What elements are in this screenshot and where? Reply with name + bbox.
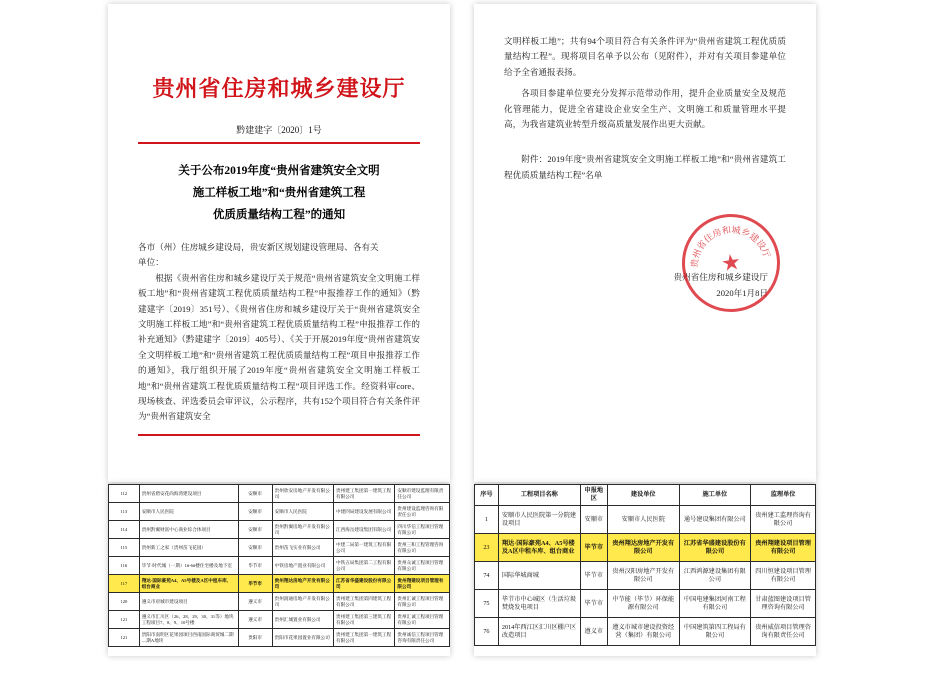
cell-builder: 中铁五局集团第二工程有限公司 — [334, 557, 395, 575]
cell-supervisor: 四川恒建设项目管理有限公司 — [751, 562, 816, 590]
document-title — [138, 160, 420, 226]
cell-supervisor: 甘肃蓝图建设项目管理咨询有限公司 — [751, 590, 816, 618]
signature-organization: 贵州省住房和城乡建设厅 — [673, 272, 768, 283]
header-builder: 施工单位 — [679, 485, 751, 506]
document-body-continued — [504, 34, 786, 183]
cell-name: 贵州黔翼财富中心商业综合体项目 — [139, 521, 238, 539]
body-paragraph-2: 单位： — [138, 257, 164, 268]
table-header-row — [475, 485, 816, 506]
cell-area: 安顺市 — [238, 485, 272, 503]
cell-area: 毕节市 — [238, 575, 272, 593]
cell-name: 贵州新工之家（贵州苗飞花园） — [139, 539, 238, 557]
document-title-line-2: 施工样板工地”和“贵州省建筑工程 — [192, 187, 366, 199]
cell-name: 国际华城商城 — [498, 562, 580, 590]
cell-supervisor: 贵州建设监理咨询有限责任公司 — [395, 503, 450, 521]
table-row — [109, 593, 450, 611]
cell-no: 117 — [109, 575, 140, 593]
cell-builder: 江苏省华盛建设股份有限公司 — [334, 575, 395, 593]
cell-area: 毕节市 — [238, 557, 272, 575]
cell-owner: 中铁房地产置业有限公司 — [272, 557, 333, 575]
table-row — [475, 590, 816, 618]
body-paragraph-1: 各市（州）住房城乡建设局，贵安新区规划建设管理局、各有关 — [138, 242, 379, 252]
table-row — [109, 485, 450, 503]
table-row — [109, 629, 450, 647]
cell-owner: 贵州翔达房地产开发有限公司 — [607, 534, 679, 562]
document-page-left — [108, 4, 450, 482]
table-row — [475, 618, 816, 646]
cell-supervisor: 四川华信工程项目管理有限公司 — [395, 521, 450, 539]
cell-name: 毕节·时代城（一期）1#-6#楼住宅楼及地下室 — [139, 557, 238, 575]
cell-owner: 贵州黔翼房地产开发有限公司 — [272, 521, 333, 539]
cell-builder: 江苏省华盛建设股份有限公司 — [679, 534, 751, 562]
cell-area: 安顺市 — [238, 539, 272, 557]
cell-area: 遵义市 — [238, 593, 272, 611]
svg-text:贵州省住房和城乡建设厅: 贵州省住房和城乡建设厅 — [689, 224, 773, 269]
table-row — [109, 503, 450, 521]
cell-no: 120 — [109, 593, 140, 611]
cell-name: 翔达·国际豪苑A4、A5号楼及A区中租车库、组台商业 — [498, 534, 580, 562]
cell-name: 遵义市府城市建设项目 — [139, 593, 238, 611]
cell-owner: 贵州润通房地产开发有限公司 — [272, 593, 333, 611]
table-left-body — [109, 485, 450, 647]
cell-owner: 安顺市人民医院 — [272, 503, 333, 521]
cell-supervisor: 贵州威信项目管理咨询有限责任公司 — [751, 618, 816, 646]
cell-no: 116 — [109, 557, 140, 575]
cell-area: 贵阳市 — [238, 629, 272, 647]
cell-no: 23 — [475, 534, 499, 562]
table-row — [109, 521, 450, 539]
table-page-right — [474, 484, 816, 656]
cell-owner: 贵州欣安房地产开发有限公司 — [272, 485, 333, 503]
seal-star-icon: ★ — [719, 248, 743, 277]
table-row-highlighted — [475, 534, 816, 562]
table-right-body — [475, 506, 816, 646]
table-row-highlighted — [109, 575, 450, 593]
cell-builder: 贵州建工集团第三建筑工程有限公司 — [334, 611, 395, 629]
table-row — [475, 562, 816, 590]
cell-supervisor: 贵州翔建设项目管理有限公司 — [395, 575, 450, 593]
table-row — [475, 506, 816, 534]
cell-name: 贵州省碧安花尚海湾建设项目 — [139, 485, 238, 503]
document-body — [138, 240, 420, 425]
cell-name: 2014年西江区汇川区棚户区改造项目 — [498, 618, 580, 646]
cell-name: 毕节市中心城区（生活垃圾焚烧发电项目 — [498, 590, 580, 618]
cell-owner: 贵州汇城置业有限公司 — [272, 611, 333, 629]
cell-area: 毕节市 — [580, 562, 607, 590]
letterhead-title: 贵州省住房和城乡建设厅 — [152, 76, 406, 101]
cell-supervisor: 贵州翔建设项目管理有限公司 — [751, 534, 816, 562]
document-title-line-1: 关于公布2019年度“贵州省建筑安全文明 — [178, 165, 380, 177]
cell-builder: 通号建设集团有限公司 — [679, 506, 751, 534]
cell-builder: 中建四局建设发展有限公司 — [334, 503, 395, 521]
header-no: 序号 — [475, 485, 499, 506]
signature-date: 2020年1月8日 — [716, 288, 768, 299]
cell-area: 遵义市 — [238, 611, 272, 629]
cell-builder: 中国电建集团河南工程有限公司 — [679, 590, 751, 618]
cell-no: 114 — [109, 521, 140, 539]
header-name: 工程项目名称 — [498, 485, 580, 506]
cell-name: 贵阳市南明区花果园项目西南国际商贸城二期—期A地块 — [139, 629, 238, 647]
header-owner: 建设单位 — [607, 485, 679, 506]
cell-area: 安顺市 — [580, 506, 607, 534]
cell-no: 76 — [475, 618, 499, 646]
page-right-content — [474, 4, 816, 482]
cell-builder: 江西海岳建设集团有限公司 — [334, 521, 395, 539]
red-divider-top — [138, 142, 420, 144]
cell-name: 遵义市汇川区（26、28、29、30、31等）地块工程项目7、8、9、10号楼 — [139, 611, 238, 629]
cell-area: 遵义市 — [580, 618, 607, 646]
table-row — [109, 557, 450, 575]
cell-no: 1 — [475, 506, 499, 534]
cell-no: 115 — [109, 539, 140, 557]
body-paragraph-4: 文明样板工地”；共有94个项目符合有关条件评为“贵州省建筑工程优质质量结构工程”。现将项目名单予以公布（见附件），并对有关项目参建单位给予全省通报表扬。 — [504, 36, 786, 77]
document-title-line-3: 优质质量结构工程”的通知 — [212, 209, 346, 221]
cell-owner: 遵义市城市建设投资经营（集团）有限公司 — [607, 618, 679, 646]
cell-supervisor: 贵州三和工程管理咨询有限公司 — [395, 539, 450, 557]
red-divider-bottom — [138, 434, 420, 436]
header-supervisor: 监理单位 — [751, 485, 816, 506]
cell-supervisor: 贵州汇诚工程项目管理有限公司 — [395, 611, 450, 629]
table-right-header — [475, 485, 816, 506]
official-seal-icon — [676, 208, 787, 319]
cell-supervisor: 贵州建工监理咨询有限公司 — [751, 506, 816, 534]
cell-owner: 贵州汉阳房地产开发有限公司 — [607, 562, 679, 590]
cell-owner: 贵阳市花果园置业有限公司 — [272, 629, 333, 647]
cell-no: 121 — [109, 611, 140, 629]
cell-builder: 中国建筑第四工程局有限公司 — [679, 618, 751, 646]
cell-supervisor: 贵州众诚工程项目管理有限公司 — [395, 557, 450, 575]
cell-builder: 贵州建工集团第一建筑工程有限公司 — [334, 485, 395, 503]
cell-builder: 贵州建工集团第一建筑工程有限公司 — [334, 629, 395, 647]
cell-area: 安顺市 — [238, 503, 272, 521]
cell-supervisor: 贵州诚信工程项目管理咨询有限责任公司 — [395, 629, 450, 647]
cell-owner: 贵州翔达房地产开发有限公司 — [272, 575, 333, 593]
body-paragraph-3: 根据《贵州省住房和城乡建设厅关于规范“贵州省建筑安全文明施工样板工地”和“贵州省建筑工程优质质量结构工程”申报推荐工作的通知》（黔建建字〔2019〕351号）、《贵州省住房和城乡建设厅关于“贵州省建筑安全文明施工样板工地”和“贵州省建筑工程优质质量结构工程”申报推荐工作的补充通知》（黔建建字〔2019〕405号）、《关于开展2019年度“贵州省建筑安全文明样板工地”和“贵州省建筑工程优质质量结构工程”项目申报推荐工作的通知》，我厅组织开展了2019年度“贵州省建筑安全文明施工样板工地”和“贵州省建筑工程优质质量结构工程”项目评选工作。经资料审core、现场核查、评选委员会审评议，公示程序，共有152个项目符合有关条件评为“贵州省建筑安全 — [138, 272, 420, 422]
cell-name: 安顺市人民医院 — [139, 503, 238, 521]
body-paragraph-5: 各项目参建单位要充分发挥示范带动作用，提升企业质量安全及规范化管理能力，促进全省建设企业安全生产、文明施工和质量管理水平提高，为我省建筑业转型升级高质量发展作出更大贡献。 — [504, 88, 786, 130]
table-row — [109, 611, 450, 629]
cell-no: 113 — [109, 503, 140, 521]
cell-builder: 中建二局第一建筑工程有限公司 — [334, 539, 395, 557]
cell-owner: 安顺市人民医院 — [607, 506, 679, 534]
project-list-table-right — [474, 484, 816, 646]
project-list-table-left — [108, 484, 450, 647]
cell-area: 毕节市 — [580, 534, 607, 562]
cell-supervisor: 安顺市建设监理有限责任公司 — [395, 485, 450, 503]
cell-supervisor: 贵州汇诚工程项目管理有限公司 — [395, 593, 450, 611]
cell-no: 75 — [475, 590, 499, 618]
cell-owner: 贵州苗飞实业有限公司 — [272, 539, 333, 557]
attachment-note: 附件：2019年度“贵州省建筑安全文明施工样板工地”和“贵州省建筑工程优质质量结构工程”名单 — [504, 154, 786, 180]
cell-no: 121 — [109, 629, 140, 647]
cell-no: 112 — [109, 485, 140, 503]
table-page-left — [108, 484, 450, 656]
table-row — [109, 539, 450, 557]
cell-owner: 中节能（毕节）环保能源有限公司 — [607, 590, 679, 618]
header-area: 申报地区 — [580, 485, 607, 506]
cell-area: 安顺市 — [238, 521, 272, 539]
document-page-right — [474, 4, 816, 482]
cell-name: 安顺市人民医院第一分院建设项目 — [498, 506, 580, 534]
cell-builder: 贵州建工集团第四建筑工程有限公司 — [334, 593, 395, 611]
document-number: 黔建建字〔2020〕1号 — [236, 125, 322, 135]
cell-builder: 江西鸿源建设集团有限公司 — [679, 562, 751, 590]
cell-name: 翔达·国际豪苑A4、A5号楼及A区中租车库、组台商业 — [139, 575, 238, 593]
cell-area: 毕节市 — [580, 590, 607, 618]
page-left-content — [108, 4, 450, 482]
cell-no: 74 — [475, 562, 499, 590]
